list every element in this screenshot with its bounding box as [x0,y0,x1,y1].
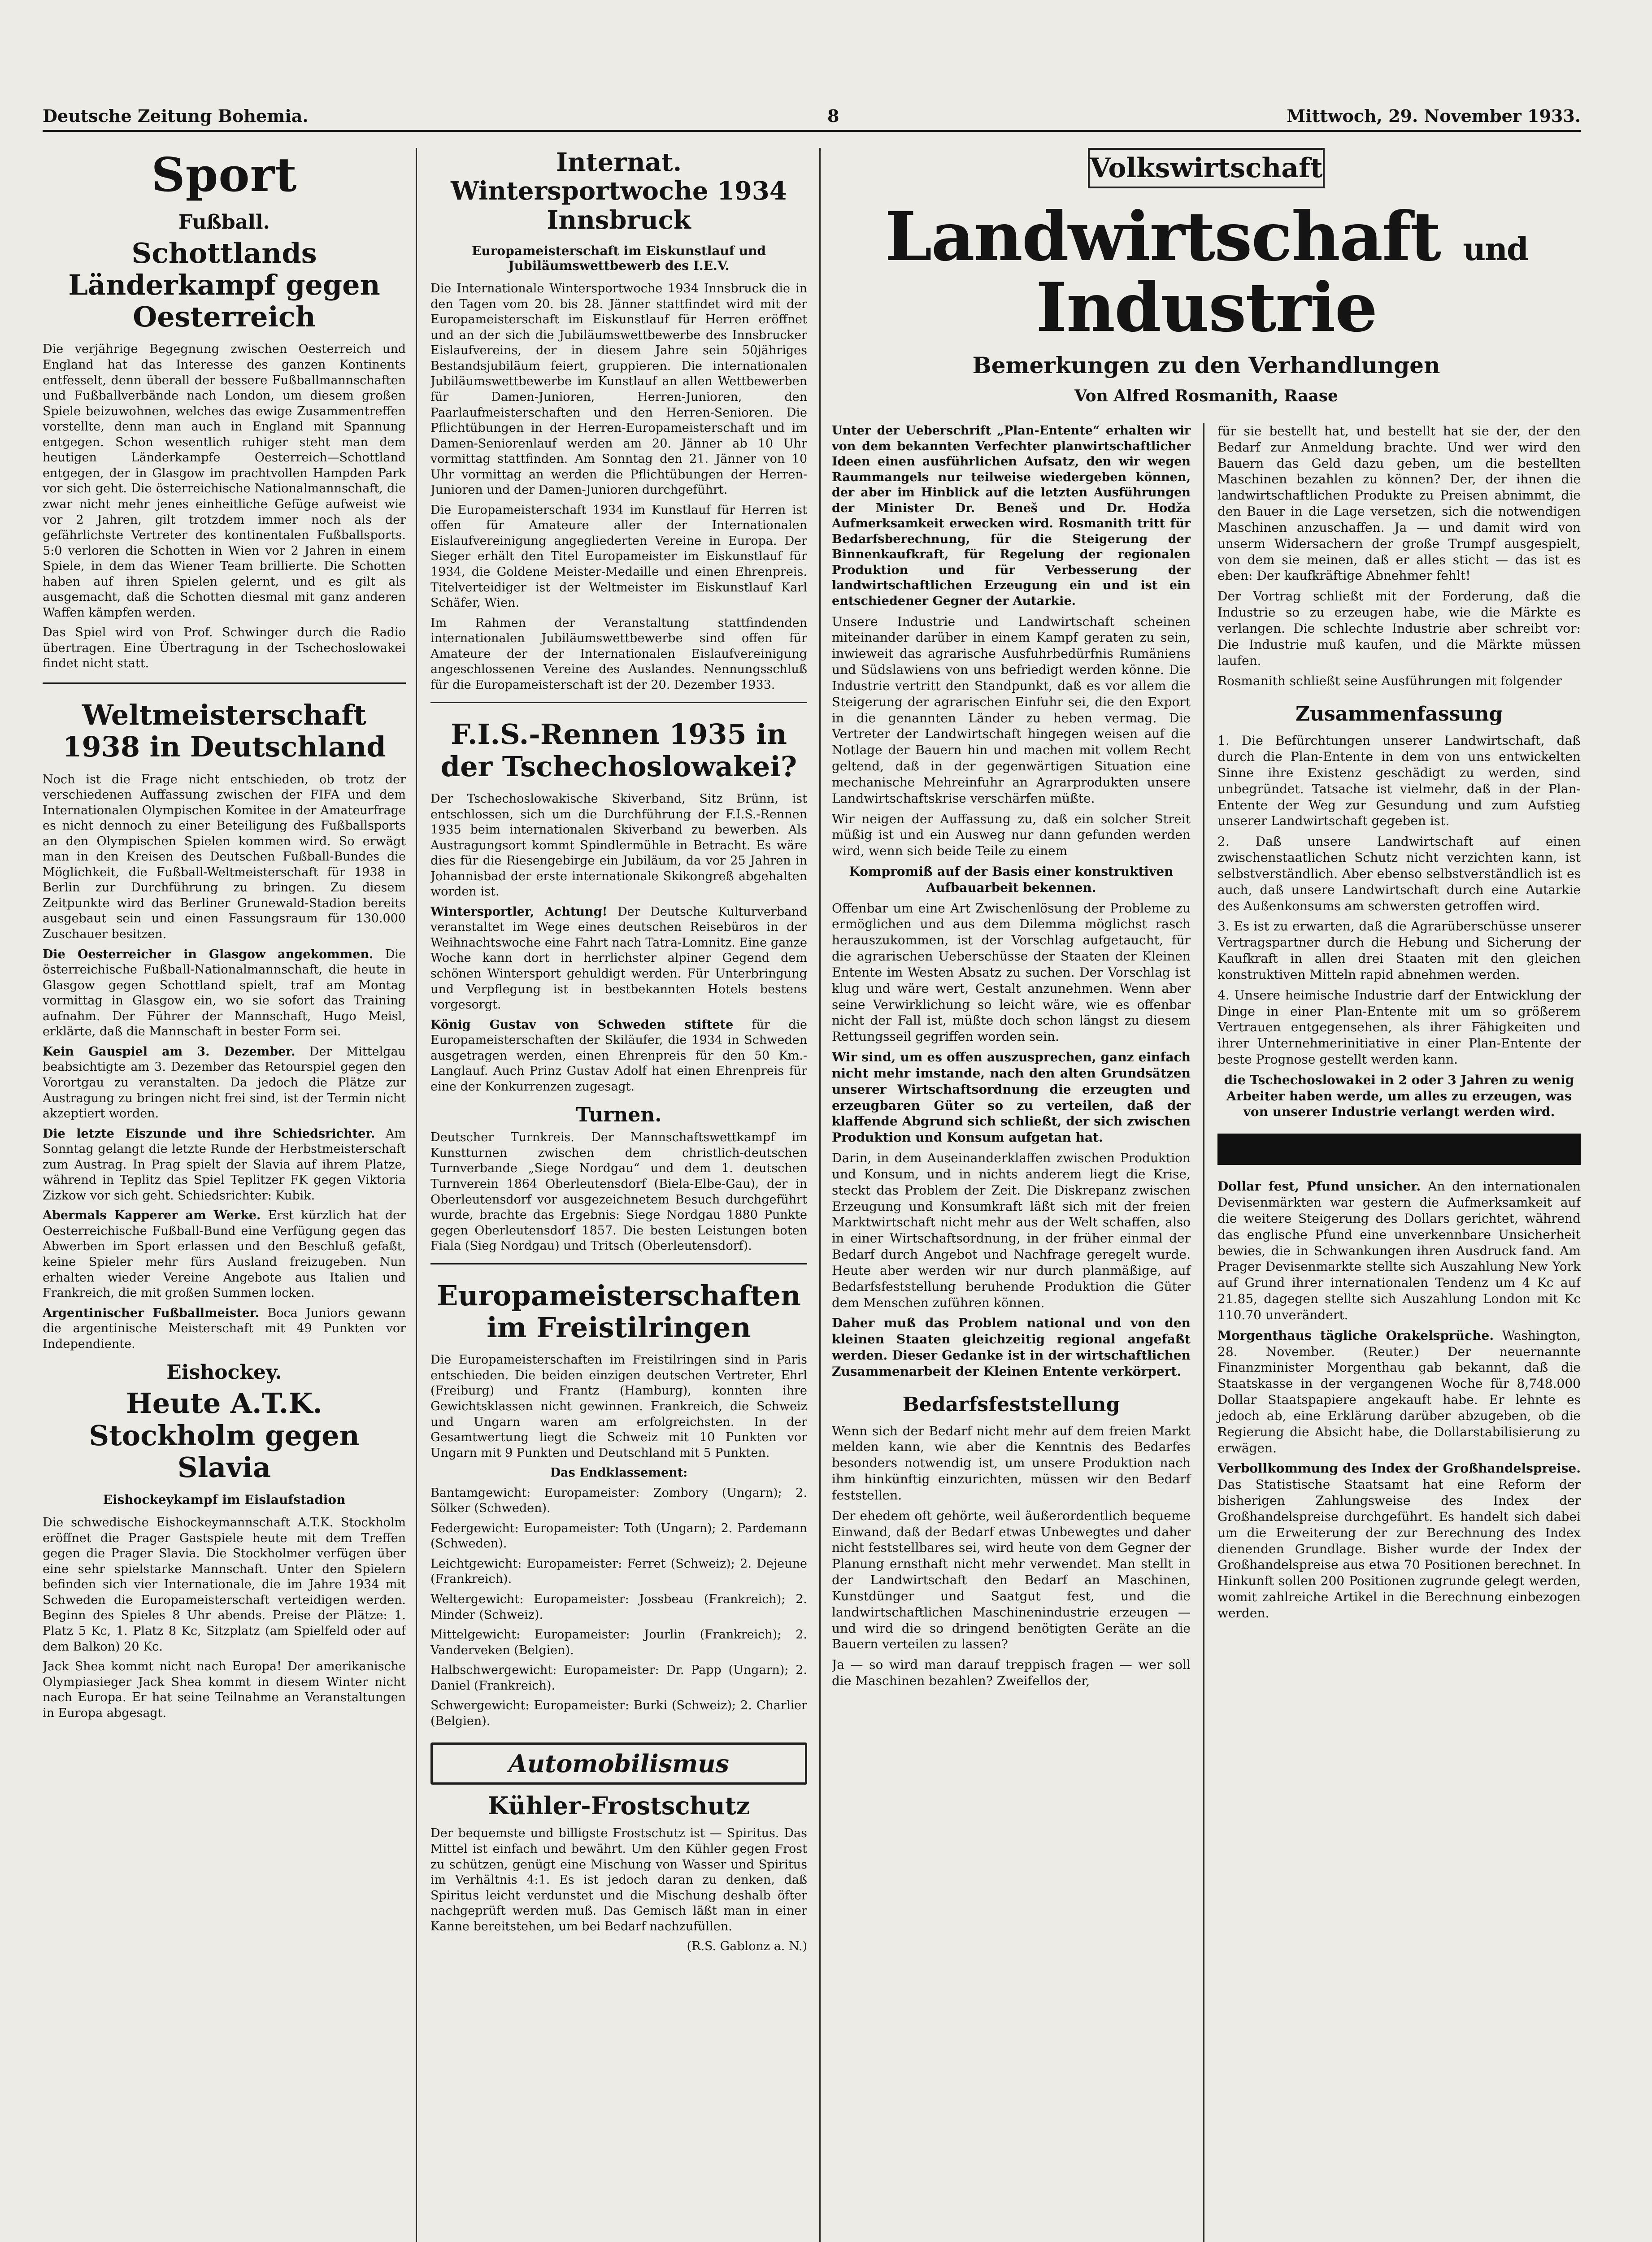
article-schottland-text2: Das Spiel wird von Prof. Schwinger durch die Radio übertragen. Eine Übertragung in der Tschechoslowakei findet nicht statt. [43,626,406,671]
results-label: Das Endklassement: [550,1466,688,1480]
sport-column [43,148,406,2242]
sport-section-title: Sport [151,148,297,202]
article-emphasis: Wir sind, um es offen auszusprechen, ganz einfach nicht mehr imstande, nach den alten Grundsätzen unserer Wirtschaftsordnung die erzeugten und erzeugbaren Güter so zu verteilen, daß der klaffende Abgrund sich schließt, der sich zwischen Produktion und Konsum aufgetan hat. [832,1050,1191,1145]
news-item: Morgenthaus tägliche Orakelsprüche. Washington, 28. November. (Reuter.) Der neuernannte Finanzminister Morgenthau gab bekannt, daß die Staatskasse in der vergangenen Woche für 8,748.000 Dollar Staatspapiere angekauft habe. Er lehnte es jedoch ab, eine Erklärung darüber abzugeben, ob die Regierung die Absicht habe, die Dollarstabilisierung zu erwägen. [1217,1328,1581,1456]
column-rule-2 [819,148,821,2242]
summary-point: 1. Die Befürchtungen unserer Landwirtschaft, daß durch die Plan-Entente in dem von uns entwickelten Sinne ihre Existenz geschädigt zu werden, sind unbegründet. Tatsache ist vielmehr, daß in der Plan-Entente der Weg zur Gesundung und zum Aufstieg unserer Landwirtschaft gegeben ist. [1217,733,1581,829]
article-stockholm-text: Die schwedische Eishockeymannschaft A.T.K. Stockholm eröffnet die Prager Gastspiele heute mit dem Treffen gegen die Prager Slavia. Die Stockholmer verfügen über eine sehr spielstarke Mannschaft. Unter den Spielern befinden sich vier Internationale, die im Jahre 1934 mit Schweden die Europameisterschaft verteidigen werden. Beginn des Spieles 8 Uhr abends. Preise der Plätze: 1. Platz 5 Kc, 1. Platz 8 Kc, Sitzplatz (am Spielfeld oder auf dem Balkon) 20 Kc. [43,1516,406,1654]
article-paragraph: Der Vortrag schließt mit der Forderung, daß die Industrie so zu erzeugen habe, wie die Märkte es verlangen. Die schlechte Industrie aber schreibt vor: Die Industrie muß kaufen, und die Märkte müssen laufen. [1217,589,1581,668]
eishockey-label: Eishockey. [166,1361,282,1384]
article-paragraph: für sie bestellt hat, und bestellt hat sie der, der den Bedarf zur Anmeldung brachte. Und wer wird den Bauern das Geld dazu geben, um die bestellten Maschinen bezahlen zu können? Der, der ihnen die landwirtschaftlichen Produkte zu Preisen abnimmt, die den Bauer in die Lage versetzen, sich die notwendigen Maschinen anzuschaffen. Ja — und damit wird von unserm Widersachern der große Trumpf ausgespielt, von dem sie meinen, daß er alles sticht — das ist es eben: Der kaufkräftige Abnehmer fehlt! [1217,424,1581,583]
article-emphasis: Daher muß das Problem national und von den kleinen Staaten gleichzeitig regional angefaßt werden. Dieser Gedanke ist in der wirtschaftlichen Zusammenarbeit der Kleinen Entente verkörpert. [832,1316,1191,1379]
article-intro: Unter der Ueberschrift „Plan-Entente“ erhalten wir von dem bekannten Verfechter planwirtschaftlicher Ideen einen ausführlichen Aufsatz, den wir wegen Raummangels nur teilweise wiedergeben können, der aber im Hinblick auf die letzten Ausführungen der Minister Dr. Beneš und Dr. Hodža Aufmerksamkeit erwecken wird. Rosmanith tritt für Bedarfsberechnung, für die Steigerung der Binnenkaufkraft, für Regelung der regionalen Produktion und für Verbesserung der landwirtschaftlichen Erzeugung ein und ist ein entschiedener Gegner der Autarkie. [832,424,1191,608]
zusammenfassung-subtitle: Zusammenfassung [1295,703,1503,726]
fis-note: Wintersportler, Achtung! Der Deutsche Kulturverband veranstaltet im Wege eines deutschen Reisebüros in der Weihnachtswoche eine Fahrt nach Tatra-Lomnitz. Eine ganze Woche kann dort in herrlichster alpiner Gegend dem schönen Wintersport gehuldigt werden. Für Unterbringung und Verpflegung ist in bestbekannten Hotels bestens vorgesorgt. [430,904,807,1012]
main-headline: Landwirtschaft und Industrie [885,197,1528,347]
header-page-number: 8 [827,106,839,126]
result-item: Mittelgewicht: Europameister: Jourlin (Frankreich); 2. Vanderveken (Belgien). [430,1628,807,1657]
main-byline: Von Alfred Rosmanith, Raase [1074,387,1338,405]
article-two-columns [832,423,1581,2242]
divider [43,682,406,684]
main-subheadline: Bemerkungen zu den Verhandlungen [972,352,1440,378]
article-europameisterschaften-text: Die Europameisterschaften im Freistilringen sind in Paris entschieden. Die beiden einzigen deutschen Vertreter, Ehrl (Freiburg) und Frantz (Hamburg), konnten ihre Gewichtsklassen nicht gewinnen. Frankreich, die Schweiz und Ungarn waren am erfolgreichsten. In der Gesamtwertung liegt die Schweiz mit 10 Punkten vor Ungarn mit 9 Punkten und Deutschland mit 5 Punkten. [430,1353,807,1460]
automobilismus-section-title: Automobilismus [430,1742,807,1785]
article-kuehler-title: Kühler-Frostschutz [487,1791,750,1821]
article-paragraph: Darin, in dem Auseinanderklaffen zwischen Produktion und Konsum, und in nichts anderem liegt die Krise, steckt das Problem der Zeit. Die Diskrepanz zwischen Erzeugung und Konsumkraft läßt sich mit der freien Marktwirtschaft nicht mehr aus der Welt schaffen, also in einer Wirtschaftsordnung, in der früher einmal der Bedarf durch Angebot und Nachfrage geregelt wurde. Heute aber werden wir nur durch planmäßige, auf Bedarfsfeststellung beruhende Produktion die Güter dem Menschen zuführen können. [832,1151,1191,1310]
sport-note: Die letzte Eiszunde und ihre Schiedsrichter. Am Sonntag gelangt die letzte Runde der Herbstmeisterschaft zum Austrag. In Prag spielt der Slavia auf ihrem Platze, während in Teplitz das Spiel Teplitzer FK gegen Viktoria Zizkow vor sich geht. Schiedsrichter: Kubik. [43,1126,406,1203]
article-paragraph: Rosmanith schließt seine Ausführungen mit folgender [1217,673,1562,689]
result-item: Leichtgewicht: Europameister: Ferret (Schweiz); 2. Dejeune (Frankreich). [430,1556,807,1586]
sport-note: Kein Gauspiel am 3. Dezember. Der Mittelgau beabsichtigte am 3. Dezember das Retourspiel gegen den Vorortgau zu veranstalten. Da jedoch die Plätze zur Austragung zu bringen nicht frei sind, ist der Termin nicht akzeptiert worden. [43,1044,406,1121]
article-paragraph: Wenn sich der Bedarf nicht mehr auf dem freien Markt melden kann, wie aber die Kenntnis des Bedarfes besonders notwendig ist, um unsere Produktion nach ihm hinkünftig einzurichten, müssen wir den Bedarf feststellen. [832,1423,1191,1503]
fussball-label: Fußball. [178,210,270,234]
divider [430,702,807,703]
article-kuehler-text: Der bequemste und billigste Frostschutz ist — Spiritus. Das Mittel ist einfach und bewährt. Um den Kühler gegen Frost zu schützen, genügt eine Mischung von Wasser und Spiritus im Verhältnis 4:1. Es ist jedoch daran zu denken, daß Spiritus leicht verdunstet und die Mischung deshalb öfter nachgeprüft werden muß. Das Gemisch läßt man in einer Kanne bereitstehen, um bei Bedarf nachzufüllen. [430,1826,807,1934]
article-europameisterschaften-title: Europameisterschaften im Freistilringen [437,1279,801,1344]
divider [430,1263,807,1264]
article-fis-text: Der Tschechoslowakische Skiverband, Sitz Brünn, ist entschlossen, sich um die Durchführung der F.I.S.-Rennen 1935 beim internationalen Skiverband zu bewerben. Als Austragungsort kommt Spindlermühle in Betracht. Es wäre dies für die Riesengebirge ein Jubiläum, da vor 25 Jahren in Johannisbad der erste internationale Skikongreß abgehalten worden ist. [430,791,807,899]
result-item: Bantamgewicht: Europameister: Zombory (Ungarn); 2. Sölker (Schweden). [430,1486,807,1516]
article-paragraph: Offenbar um eine Art Zwischenlösung der Probleme zu ermöglichen und aus dem Dilemma möglichst rasch herauszukommen, ist der Vorschlag aufgetaucht, für die agrarischen Ueberschüsse der Staaten der Kleinen Entente im Westen Absatz zu suchen. Der Vorschlag ist klug und wäre wert, Gestalt anzunehmen. Wenn aber seine Verwirklichung so leicht wäre, wie es offenbar nicht der Fall ist, müßte doch schon längst zu diesem Rettungsseil gegriffen worden sein. [832,900,1191,1044]
article-wintersportwoche-kicker: Europameisterschaft im Eiskunstlauf und Jubiläumswettbewerb des I.E.V. [471,243,766,274]
inner-column-rule [1203,423,1204,2242]
result-item: Halbschwergewicht: Europameister: Dr. Papp (Ungarn); 2. Daniel (Frankreich). [430,1663,807,1693]
header-date: Mittwoch, 29. November 1933. [1287,106,1581,126]
article-column-right [1217,423,1581,1626]
article-wintersportwoche-text2: Die Europameisterschaft 1934 im Kunstlauf für Herren ist offen für Amateure aller der Internationalen Eislaufvereinigung angegliederten Vereine in Europa. Der Sieger erhält den Titel Europameister im Eiskunstlauf für 1934, die Goldene Meister-Medaille und einen Ehrenpreis. Titelverteidiger ist der Weltmeister im Eiskunstlauf Karl Schäfer, Wien. [430,503,807,610]
wintersport-column [430,148,807,2242]
article-weltmeisterschaft-text: Noch ist die Frage nicht entschieden, ob trotz der verschiedenen Auffassung zwischen der FIFA und dem Internationalen Olympischen Komitee in der Amateurfrage es nicht dennoch zu einer Beteiligung des Fußballsports an den Olympischen Spielen kommen wird. So erwägt man in den Kreisen des Deutschen Fußball-Bundes die Möglichkeit, die Fußball-Weltmeisterschaft für 1938 in Berlin zur Durchführung zu bringen. Zu diesem Zeitpunkte wird das Berliner Grunewald-Stadion bereits ausgebaut sein und einen Fassungsraum für 130.000 Zuschauer besitzen. [43,772,406,942]
volkswirtschaft-column [832,148,1581,2242]
article-kompromiss: Kompromiß auf der Basis einer konstruktiven Aufbauarbeit bekennen. [849,864,1174,895]
article-paragraph: Unsere Industrie und Landwirtschaft scheinen miteinander darüber in einem Kampf geraten zu sein, inwieweit das agrarische Ausfuhrbedürfnis Rumäniens und Südslawiens von uns befriedigt werden könne. Die Industrie vertritt den Standpunkt, daß es vor allem die Steigerung der agrarischen Einfuhr sei, die den Export in die genannten Länder zu heben vermag. Die Vertreter der Landwirtschaft hingegen weisen auf die Notlage der Bauern hin und machen mit vollem Recht geltend, daß in der gegenwärtigen Situation eine mechanische Mehreinfuhr an Agrarprodukten unsere Landwirtschaftskrise verschärfen müßte. [832,614,1191,806]
column-rule-1 [416,148,417,2242]
article-kuehler-source: (R.S. Gablonz a. N.) [687,1939,807,1954]
news-item: Dollar fest, Pfund unsicher. An den internationalen Devisenmärkten war gestern die Aufmerksamkeit auf die weitere Steigerung des Dollars gerichtet, während das englische Pfund eine unverkennbare Unsicherheit bewies, die in Schwankungen ihren Ausdruck fand. Am Prager Devisenmarkte stellte sich Auszahlung New York auf Grund ihrer internationalen Tendenz um 4 Kc auf 21.85, dagegen stellte sich Auszahlung London mit Kc 110.70 unverändert. [1217,1179,1581,1322]
volkswirtschaft-section-title: Volkswirtschaft [1088,148,1325,188]
summary-point: 3. Es ist zu erwarten, daß die Agrarüberschüsse unserer Vertragspartner durch die Hebung und Sicherung der Kaufkraft in allen drei Staaten mit den gleichen konstruktiven Mitteln rapid abnehmen werden. [1217,919,1581,982]
article-weltmeisterschaft-title: Weltmeisterschaft 1938 in Deutschland [62,698,386,764]
sport-note: Die Oesterreicher in Glasgow angekommen. Die österreichische Fußball-Nationalmannschaft, die heute in Glasgow gegen Schottland spielt, traf am Montag vormittag in Glasgow ein, wo sie sofort das Training aufnahm. Der Führer der Mannschaft, Hugo Meisl, erklärte, daß die Mannschaft in bester Form sei. [43,947,406,1039]
news-item: Verbollkommung des Index der Großhandelspreise. Das Statistische Staatsamt hat eine Reform der bisherigen Zahlungsweise des Index der Großhandelspreise durchgeführt. Es handelt sich dabei um die Erweiterung der zur Berechnung des Index dienenden Grundlage. Bisher wurde der Index der Großhandelspreise aus etwa 70 Positionen berechnet. In Hinkunft sollen 200 Positionen zugrunde gelegt werden, womit zahlreiche Artikel in die Berechnung einbezogen werden. [1217,1461,1581,1621]
black-divider-bar [1217,1134,1581,1165]
page-header [43,103,1581,132]
sport-note: Argentinischer Fußballmeister. Boca Juniors gewann die argentinische Meisterschaft mit 49 Punkten vor Independiente. [43,1306,406,1351]
article-wintersportwoche-text3: Im Rahmen der Veranstaltung stattfindenden internationalen Jubiläumswettbewerbe sind offen für Amateure der der Internationalen Eislaufvereinigung angeschlossenen Vereine des Auslandes. Nennungsschluß für die Europameisterschaft ist der 20. Dezember 1933. [430,616,807,692]
summary-final: die Tschechoslowakei in 2 oder 3 Jahren zu wenig Arbeiter haben werde, um alles zu erzeugen, was von unserer Industrie verlangt werden wird. [1224,1072,1574,1120]
turnen-text: Deutscher Turnkreis. Der Mannschaftswettkampf im Kunstturnen zwischen dem christlich-deutschen Turnverbande „Siege Nordgau“ und dem 1. deutschen Turnverein 1864 Oberleutensdorf (Biela-Elbe-Gau), der in Oberleutensdorf vor ausgezeichnetem Besuch durchgeführt wurde, brachte das Ergebnis: Siege Nordgau 1880 Punkte gegen Oberleutensdorf 1857. Die besten Leistungen boten Fiala (Sieg Nordgau) und Tritsch (Oberleutensdorf). [430,1130,807,1253]
article-column-left [832,423,1191,1694]
article-wintersportwoche-text: Die Internationale Wintersportwoche 1934 Innsbruck die in den Tagen vom 20. bis 28. Jänner stattfindet wird mit der Europameisterschaft im Eiskunstlauf für Herren eröffnet und an der sich die Jubiläumswettbewerbe des Innsbrucker Eislaufvereins, der in diesem Jahre sein 50jähriges Bestandsjubiläum feiert, gruppieren. Die internationalen Jubiläumswettbewerbe im Kunstlauf an allen Wettbewerben für Damen-Junioren, Herren-Junioren, den Paarlaufmeisterschaften und den Herren-Senioren. Die Pflichtübungen in der Herren-Europameisterschaft und im Damen-Seniorenlauf werden am 20. Jänner ab 10 Uhr vormittag stattfinden. Am Sonntag den 21. Jänner von 10 Uhr vormittag an werden die Pflichtübungen der Herren-Junioren und der Damen-Junioren durchgeführt. [430,282,807,497]
sport-note: Abermals Kapperer am Werke. Erst kürzlich hat der Oesterreichische Fußball-Bund eine Verfügung gegen das Abwerben im Sport erlassen und den Beschluß gefaßt, keine Spieler mehr fürs Ausland freizugeben. Nun erhalten wieder Vereine Angebote aus Italien und Frankreich, die mit großen Summen locken. [43,1208,406,1300]
article-fis-title: F.I.S.-Rennen 1935 in der Tschechoslowakei? [440,718,797,783]
fis-note: König Gustav von Schweden stiftete für die Europameisterschaften der Skiläufer, die 1934 in Schweden ausgetragen werden, einen Ehrenpreis für den 50 Km.-Langlauf. Auch Prinz Gustav Adolf hat einen Ehrenpreis für eine der Konkurrenzen zugesagt. [430,1017,807,1094]
summary-point: 4. Unsere heimische Industrie darf der Entwicklung der Dinge in einer Plan-Entente mit um so größerem Vertrauen entgegensehen, als ihrer Fähigkeiten und ihrer Unternehmerinitiative in einer Plan-Entente der beste Prognose gestellt werden kann. [1217,987,1581,1067]
result-item: Weltergewicht: Europameister: Jossbeau (Frankreich); 2. Minder (Schweiz). [430,1592,807,1622]
turnen-label: Turnen. [576,1104,662,1127]
article-schottland-text: Die verjährige Begegnung zwischen Oesterreich und England hat das Interesse des ganzen Kontinents entfesselt, denn überall der bessere Fußballmannschaften und Fußballverbände nach London, um diesem großen Spiele beizuwohnen, welches das ewige Zusammentreffen vorstellte, denn man auch in England mit Spannung entgegen. Schon wesentlich ruhiger steht man dem heutigen Länderkampfe Oesterreich—Schottland entgegen, der in Glasgow im prachtvollen Hampden Park vor sich geht. Die österreichische Nationalmannschaft, die zwar nicht mehr jenes einheitliche Gefüge aufweist wie vor 2 Jahren, gilt trotzdem immer noch als der gefährlichste Vertreter des kontinentalen Fußballsports. 5:0 verloren die Schotten in Wien vor 2 Jahren in einem Spiele, in dem das Wiener Team brillierte. Die Schotten haben auf ihren Spielen gelernt, und es gilt als ausgemacht, daß die Schotten diesmal mit ganz anderen Waffen kämpfen werden. [43,342,406,620]
article-stockholm-title: Heute A.T.K. Stockholm gegen Slavia [89,1387,360,1484]
summary-point: 2. Daß unsere Landwirtschaft auf einen zwischenstaatlichen Schutz nicht verzichten kann, ist selbstverständlich. Aber ebenso selbstverständlich ist es auch, daß unsere Landwirtschaft durch eine Autarkie des Außenkonsums am schwersten getroffen wird. [1217,834,1581,913]
article-paragraph: Der ehedem oft gehörte, weil äußerordentlich bequeme Einwand, daß der Bedarf etwas Unbewegtes und daher nicht feststellbares sei, wird heute von dem Gegner der Planung ernsthaft nicht mehr verwendet. Man stellt in der Landwirtschaft den Bedarf an Maschinen, Kunstdünger und Saatgut fest, und die landwirtschaftlichen Maschinenindustrie erzeugen — und wird die so dringend benötigten Geräte an die Bauern verteilen zu lassen? [832,1508,1191,1652]
result-item: Federgewicht: Europameister: Toth (Ungarn); 2. Pardemann (Schweden). [430,1521,807,1551]
result-item: Schwergewicht: Europameister: Burki (Schweiz); 2. Charlier (Belgien). [430,1699,807,1728]
newspaper-page [43,103,1581,2242]
article-wintersportwoche-title: Internat. Wintersportwoche 1934 Innsbruck [451,148,787,235]
article-paragraph: Wir neigen der Auffassung zu, daß ein solcher Streit müßig ist und ein Ausweg nur dann gefunden werden wird, wenn sich beide Teile zu einem [832,811,1191,859]
article-schottland-title: Schottlands Länderkampf gegen Oesterreich [68,236,380,334]
article-stockholm-note: Jack Shea kommt nicht nach Europa! Der amerikanische Olympiasieger Jack Shea kommt in diesem Winter nicht nach Europa. Er hat seine Teilnahme an Veranstaltungen in Europa abgesagt. [43,1660,406,1720]
bedarf-subtitle: Bedarfsfeststellung [902,1393,1120,1416]
article-paragraph: Ja — so wird man darauf treppisch fragen — wer soll die Maschinen bezahlen? Zweifellos der, [832,1657,1191,1689]
article-stockholm-kicker: Eishockeykampf im Eislaufstadion [103,1492,346,1508]
header-paper-name: Deutsche Zeitung Bohemia. [43,106,309,126]
